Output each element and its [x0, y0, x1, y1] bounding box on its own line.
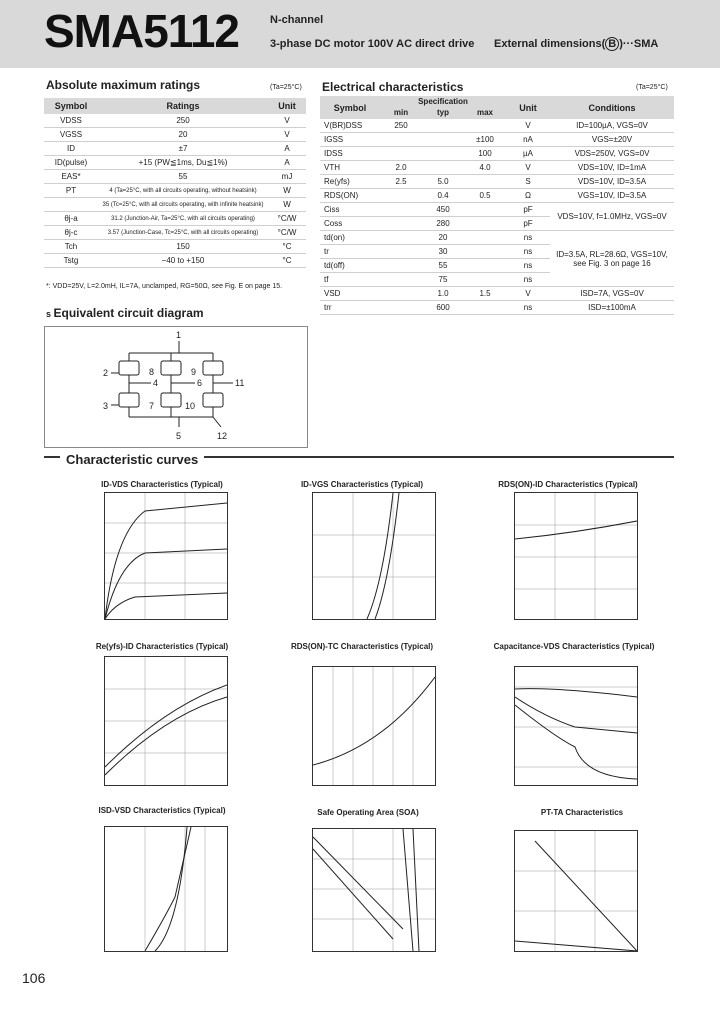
ec-head-max: max — [464, 106, 506, 119]
ec-typ: 0.4 — [422, 189, 464, 203]
ec-max — [464, 203, 506, 217]
abs-row — [44, 184, 306, 198]
ec-max — [464, 259, 506, 273]
abs-unit: V — [268, 128, 306, 142]
ec-unit: nA — [506, 133, 550, 147]
chart-title-1: ID-VDS Characteristics (Typical) — [101, 480, 223, 489]
ec-max — [464, 175, 506, 189]
circuit-title-text: Equivalent circuit diagram — [53, 306, 204, 320]
abs-note: *: VDD=25V, L=2.0mH, IL=7A, unclamped, RG=50Ω, see Fig. E on page 15. — [46, 283, 283, 290]
ec-max — [464, 301, 506, 315]
ec-head-spec: Specification — [380, 96, 506, 106]
ec-typ: 1.0 — [422, 287, 464, 301]
abs-rating: 31.2 (Junction-Air, Ta=25°C, with all circuits operating) — [98, 212, 268, 226]
abs-rating: 4 (Ta=25°C, with all circuits operating, without heatsink) — [98, 184, 268, 198]
ec-symbol: td(on) — [320, 231, 380, 245]
ec-typ: 20 — [422, 231, 464, 245]
ec-max — [464, 231, 506, 245]
ec-cond: ID=3.5A, RL=28.6Ω, VGS=10V, see Fig. 3 on page 16 — [550, 231, 674, 287]
circuit-title: s Equivalent circuit diagram — [46, 306, 204, 320]
ec-symbol: VSD — [320, 287, 380, 301]
ec-max: 100 — [464, 147, 506, 161]
ec-symbol: tf — [320, 273, 380, 287]
external-suffix: ···SMA — [622, 38, 659, 50]
pin-11: 11 — [235, 378, 245, 388]
ec-symbol: Ciss — [320, 203, 380, 217]
ec-title: Electrical characteristics — [322, 80, 464, 94]
page-number: 106 — [22, 970, 46, 986]
chart-title-6: Capacitance-VDS Characteristics (Typical) — [493, 642, 655, 651]
circuit-svg — [45, 327, 307, 447]
pin-1: 1 — [176, 330, 182, 340]
abs-row — [44, 240, 306, 254]
pin-4: 4 — [153, 378, 159, 388]
chart-rds-tc — [312, 666, 436, 786]
abs-rating: +15 (PW≦1ms, Du≦1%) — [98, 156, 268, 170]
ec-typ: 280 — [422, 217, 464, 231]
abs-unit: °C — [268, 254, 306, 268]
ec-symbol: V(BR)DSS — [320, 119, 380, 133]
abs-unit: mJ — [268, 170, 306, 184]
part-number: SMA5112 — [44, 5, 240, 57]
ec-symbol: IGSS — [320, 133, 380, 147]
chart-title-4: Re(yfs)-ID Characteristics (Typical) — [95, 642, 229, 651]
chart-soa — [312, 828, 436, 952]
abs-symbol — [44, 198, 98, 212]
abs-head-ratings: Ratings — [98, 98, 268, 114]
abs-symbol: PT — [44, 184, 98, 198]
abs-symbol: VGSS — [44, 128, 98, 142]
ec-symbol: RDS(ON) — [320, 189, 380, 203]
ec-min — [380, 287, 422, 301]
abs-unit: W — [268, 184, 306, 198]
ec-min: 2.5 — [380, 175, 422, 189]
abs-unit: °C/W — [268, 226, 306, 240]
ec-symbol: trr — [320, 301, 380, 315]
abs-symbol: θj-c — [44, 226, 98, 240]
pin-8: 8 — [149, 367, 155, 377]
ec-row — [320, 133, 674, 147]
abs-unit: °C/W — [268, 212, 306, 226]
ec-cond: VDS=10V, ID=1mA — [550, 161, 674, 175]
ec-max — [464, 273, 506, 287]
abs-symbol: θj-a — [44, 212, 98, 226]
ec-unit: V — [506, 161, 550, 175]
electrical-table — [320, 96, 674, 315]
ec-typ: 600 — [422, 301, 464, 315]
pin-7: 7 — [149, 401, 155, 411]
ec-symbol: Re(yfs) — [320, 175, 380, 189]
abs-rating: 35 (Tc=25°C, with all circuits operating, with infinite heatsink) — [98, 198, 268, 212]
ec-unit: V — [506, 119, 550, 133]
ec-unit: ns — [506, 231, 550, 245]
ec-min — [380, 245, 422, 259]
abs-cond: (Ta=25°C) — [270, 84, 302, 91]
ec-row — [320, 175, 674, 189]
ec-row — [320, 231, 674, 245]
abs-row — [44, 156, 306, 170]
ec-max: 0.5 — [464, 189, 506, 203]
ec-unit: ns — [506, 245, 550, 259]
abs-unit: A — [268, 156, 306, 170]
ec-symbol: IDSS — [320, 147, 380, 161]
ec-min — [380, 301, 422, 315]
ec-row — [320, 161, 674, 175]
ec-unit: V — [506, 287, 550, 301]
chart-title-7: ISD-VSD Characteristics (Typical) — [98, 806, 226, 815]
ec-cond: (Ta=25°C) — [636, 84, 668, 91]
abs-unit: A — [268, 142, 306, 156]
ec-typ: 5.0 — [422, 175, 464, 189]
abs-title: Absolute maximum ratings — [46, 78, 201, 92]
ec-head-cond: Conditions — [550, 96, 674, 119]
ec-head-unit: Unit — [506, 96, 550, 119]
ec-min — [380, 231, 422, 245]
abs-head-symbol: Symbol — [44, 98, 98, 114]
chart-title-5: RDS(ON)-TC Characteristics (Typical) — [290, 642, 434, 651]
ec-symbol: VTH — [320, 161, 380, 175]
abs-symbol: ID(pulse) — [44, 156, 98, 170]
ec-symbol: td(off) — [320, 259, 380, 273]
ec-max: ±100 — [464, 133, 506, 147]
channel-type: N-channel — [270, 14, 324, 26]
ec-unit: ns — [506, 259, 550, 273]
ec-symbol: Coss — [320, 217, 380, 231]
ec-row — [320, 287, 674, 301]
ec-head-typ: typ — [422, 106, 464, 119]
chart-isd-vsd — [104, 826, 228, 952]
ec-cond: VDS=10V, ID=3.5A — [550, 175, 674, 189]
abs-ratings-table — [44, 98, 306, 268]
ec-row — [320, 189, 674, 203]
abs-row — [44, 170, 306, 184]
abs-row — [44, 128, 306, 142]
chart-rds-id — [514, 492, 638, 620]
abs-rating: 250 — [98, 114, 268, 128]
chart-id-vds — [104, 492, 228, 620]
ec-cond: ISD=±100mA — [550, 301, 674, 315]
ec-head-min: min — [380, 106, 422, 119]
ec-symbol: tr — [320, 245, 380, 259]
abs-symbol: VDSS — [44, 114, 98, 128]
ec-cond: VDS=10V, f=1.0MHz, VGS=0V — [550, 203, 674, 231]
ec-cond: ISD=7A, VGS=0V — [550, 287, 674, 301]
pin-3: 3 — [103, 401, 109, 411]
abs-symbol: Tch — [44, 240, 98, 254]
ec-typ: 30 — [422, 245, 464, 259]
chart-pt-ta — [514, 830, 638, 952]
ec-typ — [422, 119, 464, 133]
chart-title-9: PT-TA Characteristics — [540, 808, 624, 817]
abs-rating: 55 — [98, 170, 268, 184]
ec-typ: 75 — [422, 273, 464, 287]
ec-row — [320, 147, 674, 161]
ec-min — [380, 217, 422, 231]
chart-yfs-id — [104, 656, 228, 786]
pin-12: 12 — [217, 431, 228, 441]
external-code: B — [605, 37, 619, 51]
ec-row — [320, 203, 674, 217]
ec-min — [380, 259, 422, 273]
ec-unit: S — [506, 175, 550, 189]
abs-rating: 3.57 (Junction-Case, Tc=25°C, with all circuits operating) — [98, 226, 268, 240]
ec-max — [464, 217, 506, 231]
ec-unit: pF — [506, 203, 550, 217]
curves-title: Characteristic curves — [60, 452, 204, 467]
chart-id-vgs — [312, 492, 436, 620]
abs-row — [44, 226, 306, 240]
abs-row — [44, 142, 306, 156]
ec-min — [380, 133, 422, 147]
external-label: External dimensions — [494, 38, 602, 50]
external-dimensions: External dimensions( B )···SMA — [494, 38, 659, 50]
ec-min — [380, 147, 422, 161]
ec-min: 250 — [380, 119, 422, 133]
abs-row — [44, 212, 306, 226]
ec-typ: 450 — [422, 203, 464, 217]
abs-unit: W — [268, 198, 306, 212]
chart-title-8: Safe Operating Area (SOA) — [317, 808, 419, 817]
pin-9: 9 — [191, 367, 197, 377]
abs-unit: °C — [268, 240, 306, 254]
ec-cond: VGS=±20V — [550, 133, 674, 147]
ec-max — [464, 245, 506, 259]
abs-rating: −40 to +150 — [98, 254, 268, 268]
ec-row — [320, 119, 674, 133]
pin-2: 2 — [103, 368, 109, 378]
ec-cond: VDS=250V, VGS=0V — [550, 147, 674, 161]
equivalent-circuit — [44, 326, 308, 448]
ec-row — [320, 301, 674, 315]
ec-unit: ns — [506, 301, 550, 315]
pin-5: 5 — [176, 431, 182, 441]
abs-unit: V — [268, 114, 306, 128]
ec-min — [380, 189, 422, 203]
ec-max: 4.0 — [464, 161, 506, 175]
chart-capacitance — [514, 666, 638, 786]
abs-rating: 150 — [98, 240, 268, 254]
ec-cond: ID=100µA, VGS=0V — [550, 119, 674, 133]
chart-title-2: ID-VGS Characteristics (Typical) — [300, 480, 424, 489]
abs-head-unit: Unit — [268, 98, 306, 114]
abs-row — [44, 254, 306, 268]
ec-min: 2.0 — [380, 161, 422, 175]
ec-unit: Ω — [506, 189, 550, 203]
abs-symbol: Tstg — [44, 254, 98, 268]
ec-typ: 55 — [422, 259, 464, 273]
abs-symbol: ID — [44, 142, 98, 156]
ec-unit: ns — [506, 273, 550, 287]
pin-10: 10 — [185, 401, 196, 411]
ec-head-symbol: Symbol — [320, 96, 380, 119]
abs-row — [44, 114, 306, 128]
ec-typ — [422, 161, 464, 175]
abs-row — [44, 198, 306, 212]
ec-typ — [422, 133, 464, 147]
ec-max — [464, 119, 506, 133]
chart-title-3: RDS(ON)-ID Characteristics (Typical) — [498, 480, 638, 489]
ec-min — [380, 203, 422, 217]
ec-max: 1.5 — [464, 287, 506, 301]
abs-rating: ±7 — [98, 142, 268, 156]
ec-cond: VGS=10V, ID=3.5A — [550, 189, 674, 203]
abs-rating: 20 — [98, 128, 268, 142]
pin-6: 6 — [197, 378, 203, 388]
ec-min — [380, 273, 422, 287]
ec-unit: µA — [506, 147, 550, 161]
application: 3-phase DC motor 100V AC direct drive — [270, 38, 475, 50]
ec-typ — [422, 147, 464, 161]
ec-unit: pF — [506, 217, 550, 231]
abs-symbol: EAS* — [44, 170, 98, 184]
